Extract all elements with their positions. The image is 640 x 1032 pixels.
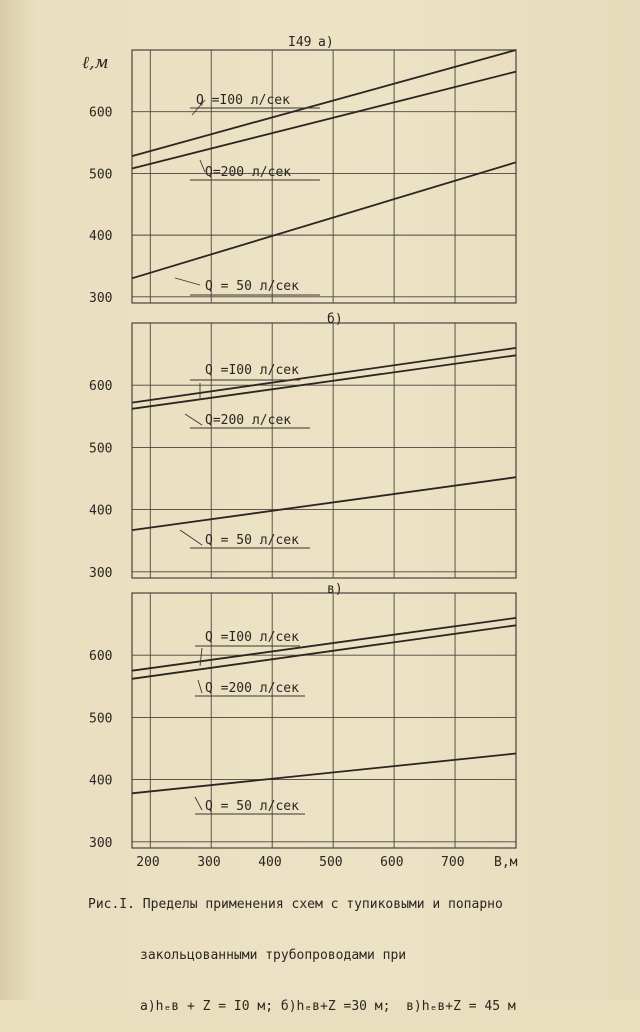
panel-title: в): [327, 582, 343, 597]
series-line-2: [132, 72, 516, 169]
series-label: Q =I00 л/сек: [205, 630, 299, 645]
series-line-1: [132, 348, 516, 403]
x-axis-label: B,м: [494, 855, 518, 870]
y-tick-label: 400: [89, 229, 113, 245]
y-tick-label: 600: [89, 105, 113, 121]
y-tick-label: 500: [89, 711, 113, 727]
series-label: Q=200 л/сек: [205, 413, 292, 428]
y-tick-label: 600: [89, 379, 113, 395]
caption-line-1: Рис.I. Пределы применения схем с тупиковыми и попарно: [88, 897, 503, 912]
y-tick-label: 500: [89, 167, 113, 183]
y-tick-label: 400: [89, 503, 113, 519]
x-tick-label: 600: [380, 855, 404, 870]
panel-title: а): [318, 35, 334, 50]
caption-line-2: закольцованными трубопроводами при: [140, 948, 407, 963]
caption-line-3: а)hₑв + Z = I0 м; б)hₑв+Z =30 м; в)hₑв+Z = 45 м: [140, 999, 516, 1014]
series-line-2: [132, 625, 516, 679]
series-label: Q =200 л/сек: [205, 681, 299, 696]
label-leader: [185, 414, 202, 425]
series-label: Q=200 л/сек: [205, 165, 292, 180]
y-axis-label: ℓ,м: [82, 53, 109, 73]
x-tick-label: 400: [258, 855, 282, 870]
label-leader: [200, 648, 202, 666]
figure-caption: [88, 862, 620, 1032]
label-leader: [175, 278, 200, 285]
series-line-3: [132, 754, 516, 794]
y-tick-label: 500: [89, 441, 113, 457]
series-label: Q = 50 л/сек: [205, 279, 299, 294]
series-label: Q =I00 л/сек: [196, 93, 290, 108]
plot-frame: [132, 323, 516, 578]
series-line-2: [132, 355, 516, 409]
series-label: Q =I00 л/сек: [205, 363, 299, 378]
series-line-3: [132, 477, 516, 530]
label-leader: [195, 797, 202, 810]
series-label: Q = 50 л/сек: [205, 799, 299, 814]
y-tick-label: 300: [89, 835, 113, 851]
x-tick-label: 300: [197, 855, 221, 870]
y-tick-label: 300: [89, 290, 113, 306]
panel-title: б): [327, 312, 343, 327]
series-line-1: [132, 50, 516, 156]
plot-frame: [132, 593, 516, 848]
chart-panel-3: [89, 582, 518, 870]
x-tick-label: 700: [441, 855, 465, 870]
chart-panel-1: [89, 35, 516, 306]
plot-frame: [132, 50, 516, 303]
series-line-3: [132, 162, 516, 278]
y-tick-label: 400: [89, 773, 113, 789]
charts-group: [89, 35, 518, 870]
y-tick-label: 300: [89, 565, 113, 581]
series-label: Q = 50 л/сек: [205, 533, 299, 548]
x-tick-label: 200: [136, 855, 160, 870]
y-tick-label: 600: [89, 649, 113, 665]
x-tick-label: 500: [319, 855, 343, 870]
chart-panel-2: [89, 312, 516, 581]
label-leader: [198, 680, 202, 693]
label-leader: [180, 530, 202, 545]
series-line-1: [132, 618, 516, 671]
page-number: I49: [288, 35, 312, 50]
